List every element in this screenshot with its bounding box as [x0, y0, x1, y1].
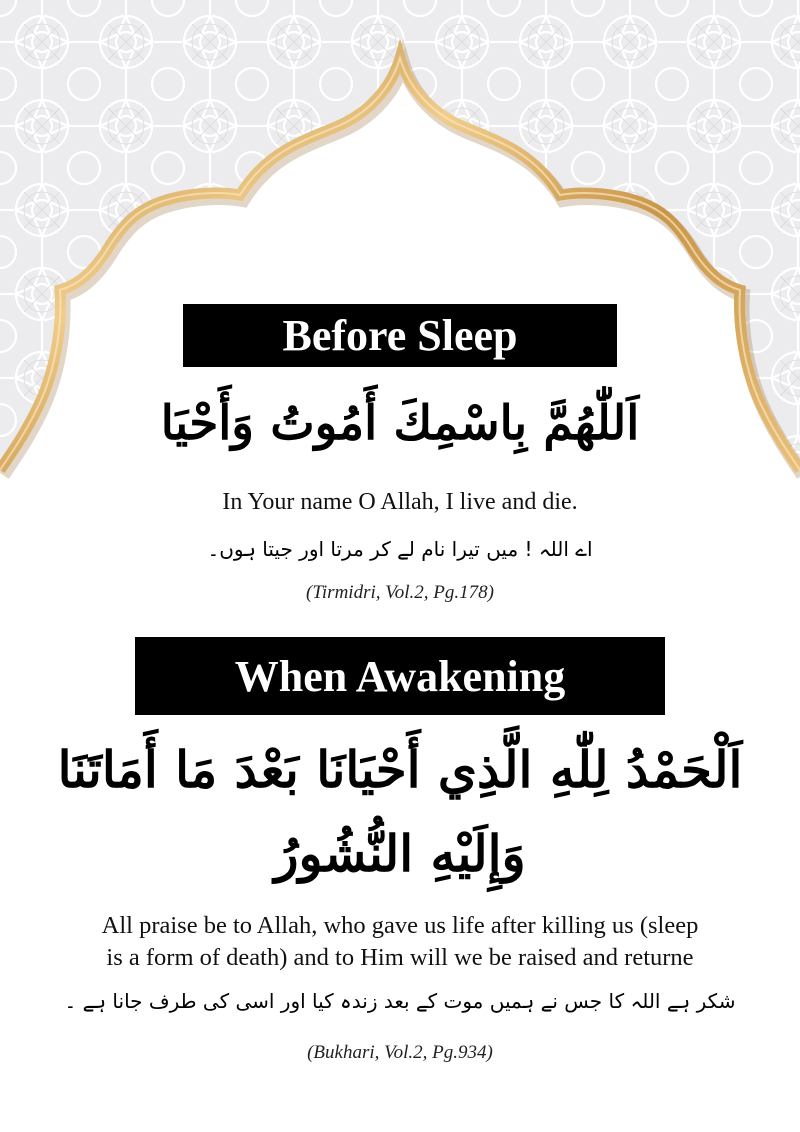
when-awakening-english-translation-line2: is a form of death) and to Him will we be raised and returne [106, 944, 694, 971]
before-sleep-heading: Before Sleep [183, 304, 617, 367]
before-sleep-english-translation: In Your name O Allah, I live and die. [222, 489, 578, 515]
when-awakening-arabic-dua-line1: اَلْحَمْدُ لِلّٰهِ الَّذِي أَحْيَانَا بَعْدَ مَا أَمَاتَنَا [57, 740, 743, 799]
before-sleep-reference: (Tirmidri, Vol.2, Pg.178) [306, 582, 494, 603]
when-awakening-english-translation-line1: All praise be to Allah, who gave us life after killing us (sleep [101, 912, 699, 939]
when-awakening-reference: (Bukhari, Vol.2, Pg.934) [307, 1042, 493, 1063]
before-sleep-urdu-translation: اے اللہ ! میں تیرا نام لے کر مرتا اور جیتا ہوں۔ [207, 537, 593, 561]
when-awakening-heading: When Awakening [135, 637, 665, 715]
before-sleep-arabic-dua: اَللّٰهُمَّ بِاسْمِكَ أَمُوتُ وَأَحْيَا [160, 396, 640, 451]
when-awakening-urdu-translation: شکر ہے اللہ کا جس نے ہمیں موت کے بعد زندہ کیا اور اسی کی طرف جانا ہے ۔ [64, 989, 736, 1013]
when-awakening-arabic-dua-line2: وَإِلَيْهِ النُّشُورُ [274, 824, 526, 883]
